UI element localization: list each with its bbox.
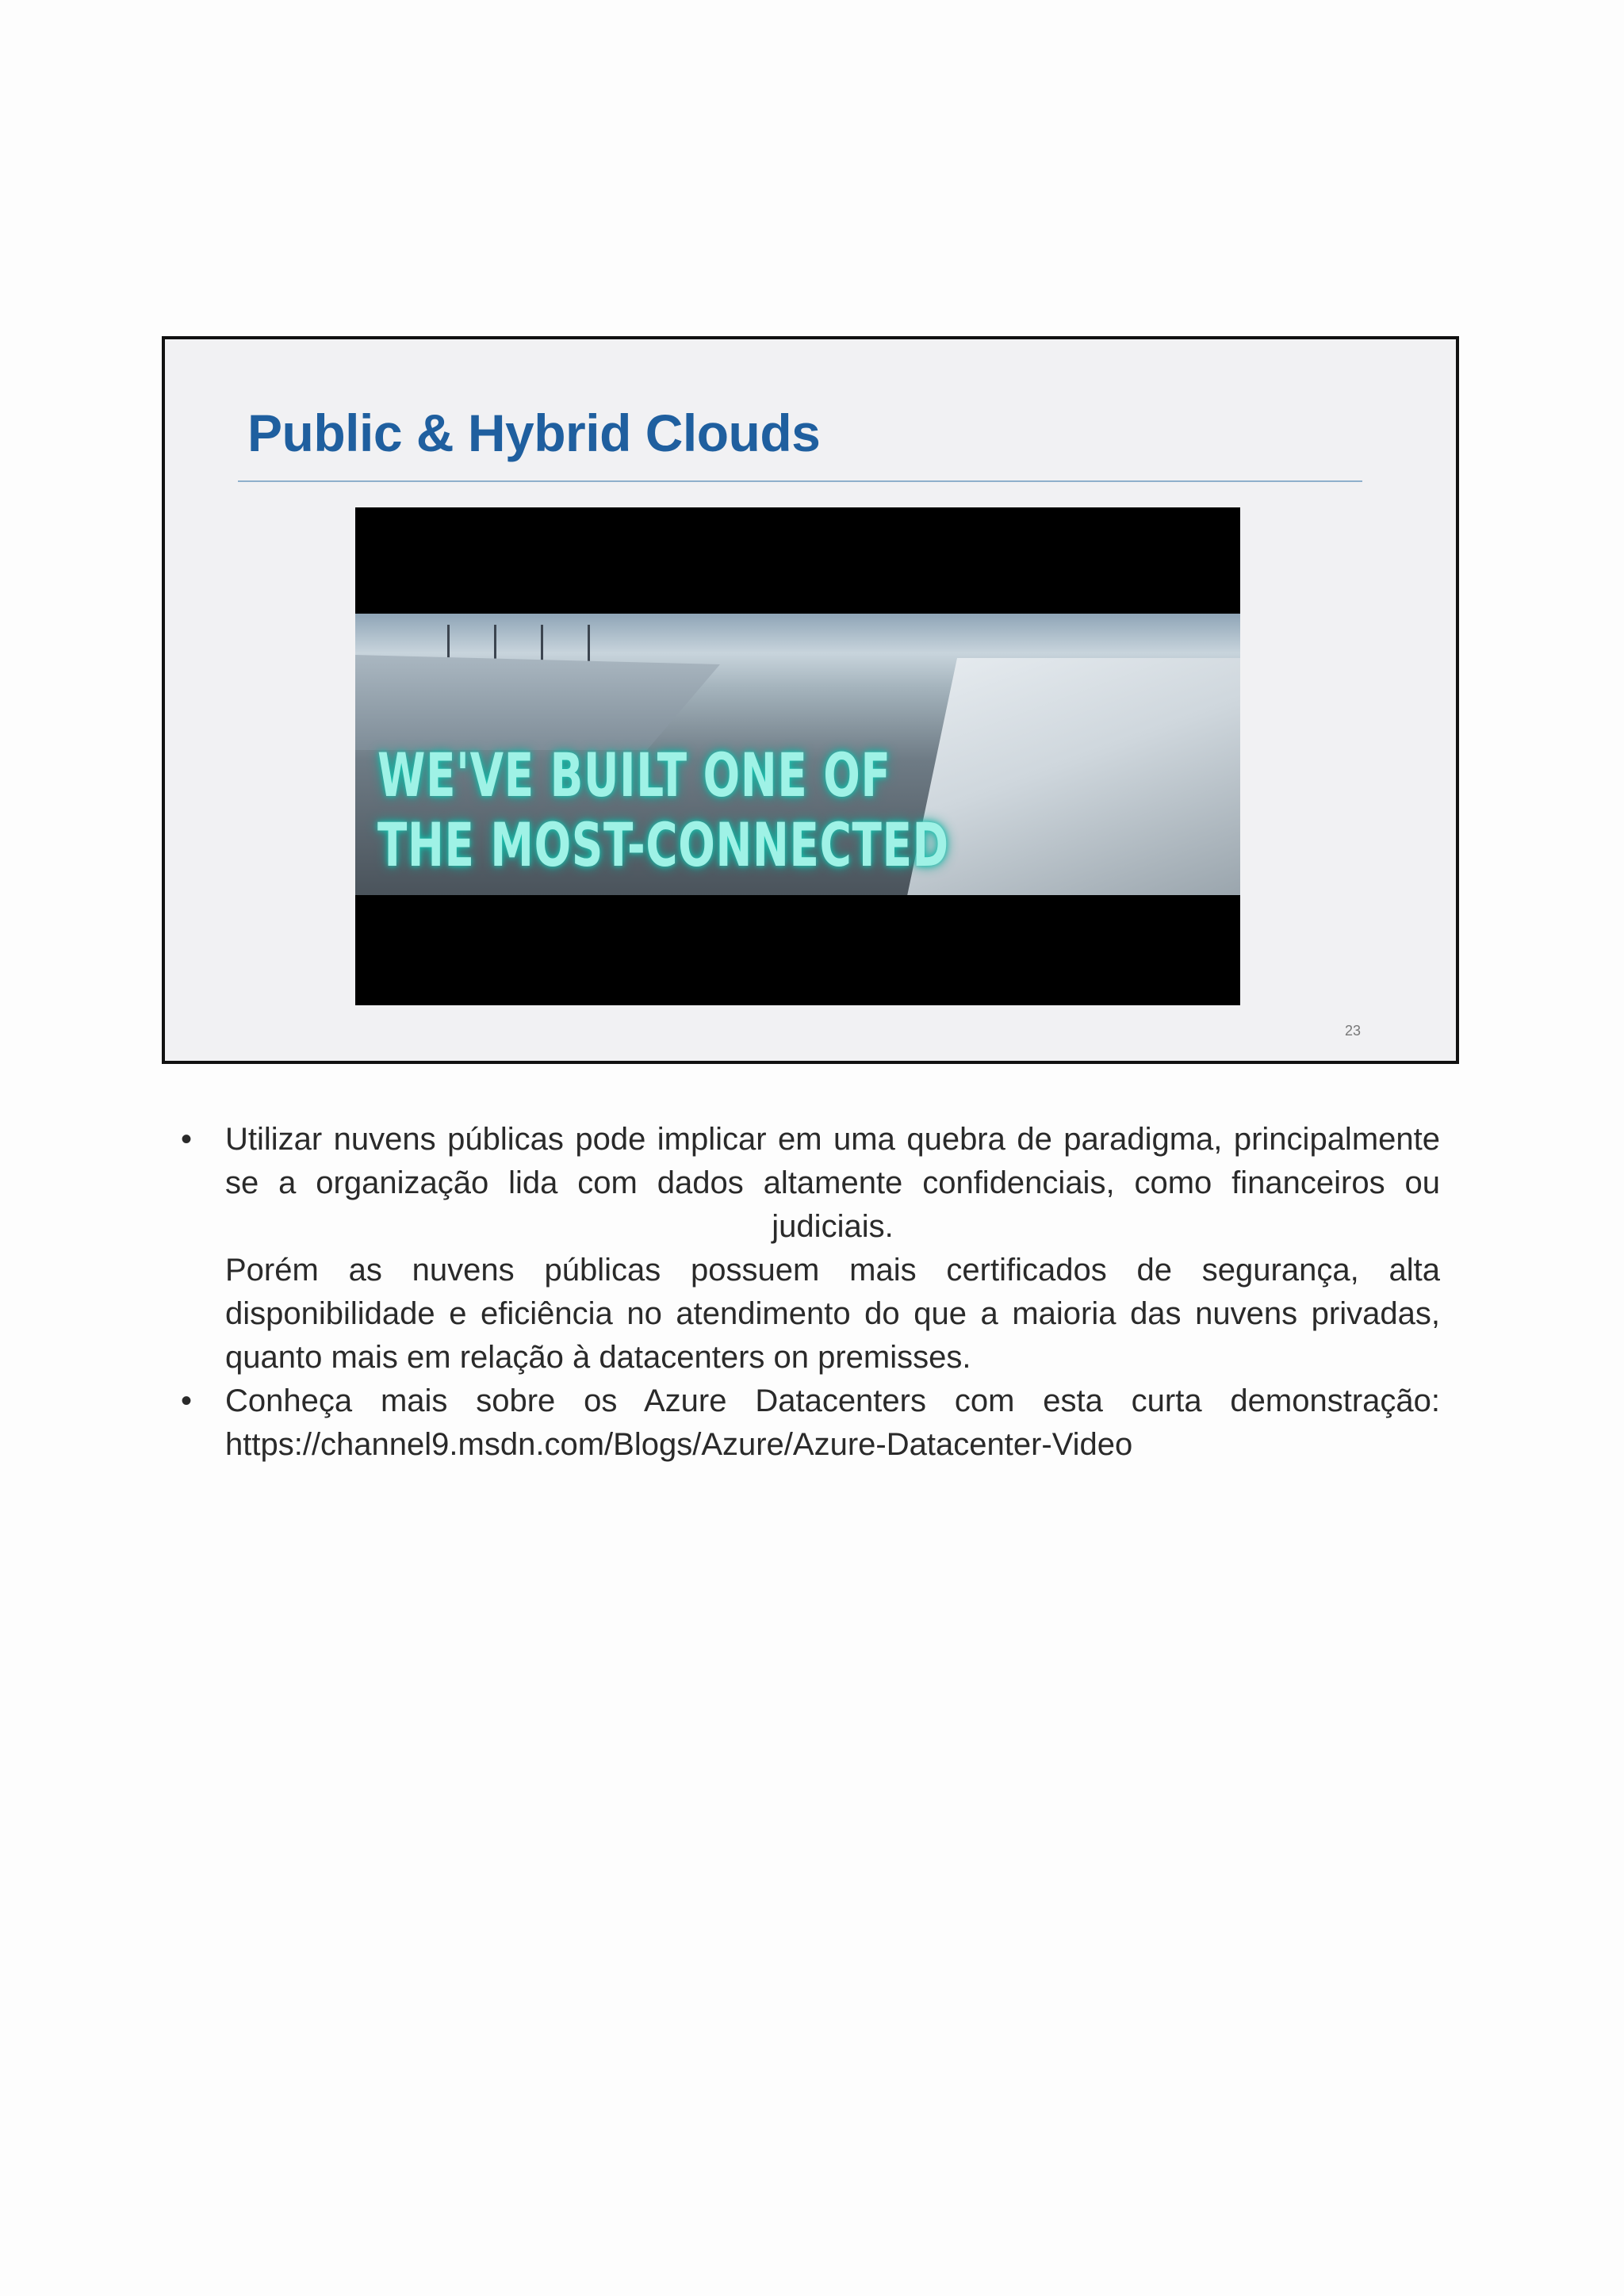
- slide-page-number: 23: [1345, 1023, 1362, 1039]
- video-text-line2: THE MOST-CONNECTED: [377, 809, 949, 880]
- slide-thumbnail: [162, 336, 1459, 1064]
- building-roof-right: [907, 658, 1240, 896]
- notes-line: disponibilidade e eficiência no atendimento do que a maioria das nuvens privadas,: [225, 1296, 1440, 1331]
- notes-line: Utilizar nuvens públicas pode implicar em uma quebra de paradigma, principalmente: [225, 1122, 1440, 1157]
- notes-line: quanto mais em relação à datacenters on premisses.: [225, 1340, 971, 1375]
- slide-title: Public & Hybrid Clouds: [247, 404, 821, 462]
- notes-line: se a organização lida com dados altamente confidenciais, como financeiros ou: [225, 1165, 1440, 1200]
- notes-line: Porém as nuvens públicas possuem mais certificados de segurança, alta: [225, 1253, 1440, 1288]
- notes-item-1: [181, 1118, 1440, 1380]
- speaker-notes: [181, 1118, 1440, 1467]
- video-text-line1: WE'VE BUILT ONE OF: [377, 740, 891, 810]
- building-roof-left: [355, 655, 720, 750]
- video-letterbox-edge: [355, 895, 1240, 900]
- bullet-icon: •: [181, 1383, 193, 1418]
- notes-line: judiciais.: [772, 1209, 894, 1244]
- video-overlay-text: [377, 740, 949, 880]
- datacenter-aerial-image: [355, 614, 1240, 896]
- notes-item-2: [181, 1380, 1440, 1467]
- notes-line: Conheça mais sobre os Azure Datacenters com esta curta demonstração:: [225, 1383, 1440, 1418]
- datacenter-video-link[interactable]: https://channel9.msdn.com/Blogs/Azure/Azure-Datacenter-Video: [225, 1427, 1133, 1462]
- bullet-icon: •: [181, 1122, 193, 1157]
- video-player[interactable]: [355, 507, 1240, 1005]
- title-divider: [238, 480, 1362, 482]
